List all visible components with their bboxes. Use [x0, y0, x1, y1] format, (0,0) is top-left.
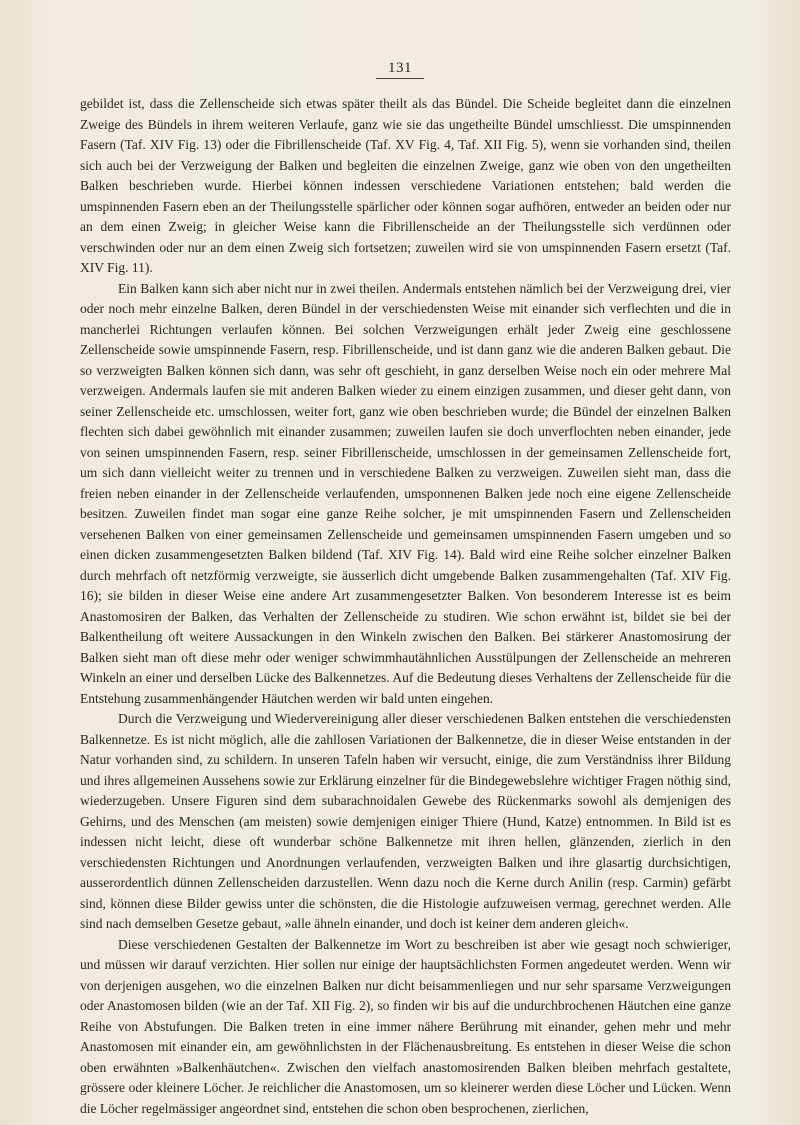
page-number: 131	[0, 60, 800, 79]
body-text	[80, 94, 731, 1119]
paragraph-3: Durch die Verzweigung und Wiedervereinigung aller dieser verschiedenen Balken entstehen die verschiedensten Balkennetze. Es ist nicht möglich, alle die zahllosen Variationen der Balkennetze, die in dieser Weise entstanden in der Natur vorhanden sind, zu schildern. In unseren Tafeln haben wir versucht, einige, die zum Verständniss ihrer Bildung und ihres allgemeinen Aussehens sowie zur Erklärung einzelner für die Bindegewebslehre wichtiger Fragen nöthig sind, wiederzugeben. Unsere Figuren sind dem subarachnoidalen Gewebe des Rückenmarks sowohl als demjenigen des Gehirns, und des Menschen (am meisten) sowie demjenigen einiger Thiere (Hund, Katze) entnommen. In Bild ist es indessen nicht leicht, diese oft wunderbar schöne Balkennetze mit ihren hellen, glänzenden, zierlich in den verschiedensten Richtungen und Anordnungen verlaufenden, verzweigten Balken und ihre glasartig durchsichtigen, ausserordentlich dünnen Zellenscheiden darzustellen. Wenn dazu noch die Kerne durch Anilin (resp. Carmin) gefärbt sind, können diese Bilder gewiss unter die schönsten, die die Histologie aufzuweisen vermag, gerechnet werden. Alle sind nach demselben Gesetze gebaut, »alle ähneln einander, und doch ist keiner dem anderen gleich«.	[80, 711, 731, 931]
paragraph-2: Ein Balken kann sich aber nicht nur in zwei theilen. Andermals entstehen nämlich bei der Verzweigung drei, vier oder noch mehr einzelne Balken, deren Bündel in der verschiedensten Weise mit einander sich verflechten und die in mancherlei Richtungen verlaufen können. Bei solchen Verzweigungen erhält jeder Zweig eine geschlossene Zellenscheide sowie umspinnende Fasern, resp. Fibrillenscheide, und ist dann ganz wie die anderen Balken gebaut. Die so verzweigten Balken können sich dann, was sehr oft geschieht, in ganz derselben Weise noch ein oder mehrere Mal verzweigen. Andermals laufen sie mit anderen Balken wieder zu einem einzigen zusammen, und dieser geht dann, von seiner Zellenscheide etc. umschlossen, weiter fort, ganz wie oben beschrieben wurde; die Bündel der einzelnen Balken flechten sich dabei gewöhnlich mit einander zusammen; zuweilen laufen sie doch unverflochten neben einander, jede von seinen umspinnenden Fasern, resp. seiner Fibrillenscheide, umschlossen in der gemeinsamen Zellenscheide fort, um sich dann vielleicht weiter zu trennen und in verschiedene Balken zu verzweigen. Zuweilen sieht man, dass die freien neben einander in der Zellenscheide verlaufenden, umsponnenen Balken jede noch eine eigene Zellenscheide besitzen. Zuweilen findet man sogar eine ganze Reihe solcher, je mit umspinnenden Fasern und Zellenscheiden versehenen Balken von einer gemeinsamen Zellenscheide und gemeinsamen umspinnenden Fasern umgeben und so einen dicken zusammengesetzten Balken bildend (Taf. XIV Fig. 14). Bald wird eine Reihe solcher einzelner Balken durch mehrfach oft netzförmig verzweigte, sie äusserlich dicht umgebende Balken zusammengehalten (Taf. XIV Fig. 16); sie bilden in dieser Weise eine andere Art zusammengesetzter Balken. Von besonderem Interesse ist es beim Anastomosiren der Balken, das Verhalten der Zellenscheide zu studiren. Wie schon erwähnt ist, bildet sie bei der Balkentheilung oft weitere Aussackungen in den Winkeln zwischen den Balken. Bei stärkerer Anastomosirung der Balken sieht man oft diese mehr oder weniger schwimmhautähnlichen Ausstülpungen der Zellenscheide an mehreren Winkeln an einer und derselben Lücke des Balkennetzes. Auf die Bedeutung dieses Verhaltens der Zellenscheide für die Entstehung zusammenhängender Häutchen werden wir bald unten eingehen.	[80, 280, 731, 706]
paragraph-4: Diese verschiedenen Gestalten der Balkennetze im Wort zu beschreiben ist aber wie gesagt noch schwieriger, und müssen wir darauf verzichten. Hier sollen nur einige der hauptsächlichsten Formen angedeutet werden. Wenn wir von derjenigen ausgehen, wo die einzelnen Balken nur dicht beisammenliegen und nur sehr sparsame Verzweigungen oder Anastomosen bilden (wie an der Taf. XII Fig. 2), so finden wir bis auf die undurchbrochenen Häutchen eine ganze Reihe von Abstufungen. Die Balken treten in eine immer nähere Berührung mit einander, gehen mehr und mehr Anastomosen mit einander ein, am gewöhnlichsten in der Flächenausbreitung. Es entstehen in dieser Weise die schon oben erwähnten »Balkenhäutchen«. Zwischen den vielfach anastomosirenden Balken bleiben mehrfach gestaltete, grössere oder kleinere Löcher. Je reichlicher die Anastomosen, um so kleinerer werden diese Löcher und Lücken. Wenn die Löcher regelmässiger angeordnet sind, entstehen die schon oben besprochenen, zierlichen,	[80, 936, 731, 1116]
paragraph-1: gebildet ist, dass die Zellenscheide sich etwas später theilt als das Bündel. Die Scheide begleitet dann die einzelnen Zweige des Bündels in ihrem weiteren Verlaufe, ganz wie sie das ungetheilte Bündel umschliesst. Die umspinnenden Fasern (Taf. XIV Fig. 13) oder die Fibrillenscheide (Taf. XV Fig. 4, Taf. XII Fig. 5), wenn sie vorhanden sind, theilen sich auch bei der Verzweigung der Balken und begleiten die einzelnen Zweige, ganz wie oben von den ungetheilten Balken beschrieben wurde. Hierbei können indessen verschiedene Variationen entstehen; bald werden die umspinnenden Fasern eben an der Theilungsstelle spärlicher oder können sogar aufhören, entweder an beiden oder nur an dem einen Zweig; in gleicher Weise kann die Fibrillenscheide an der Theilungsstelle sich verdünnen oder verschwinden oder nur an dem einen Zweig sich fortsetzen; zuweilen wird sie von umspinnenden Fasern ersetzt (Taf. XIV Fig. 11).	[80, 96, 731, 275]
